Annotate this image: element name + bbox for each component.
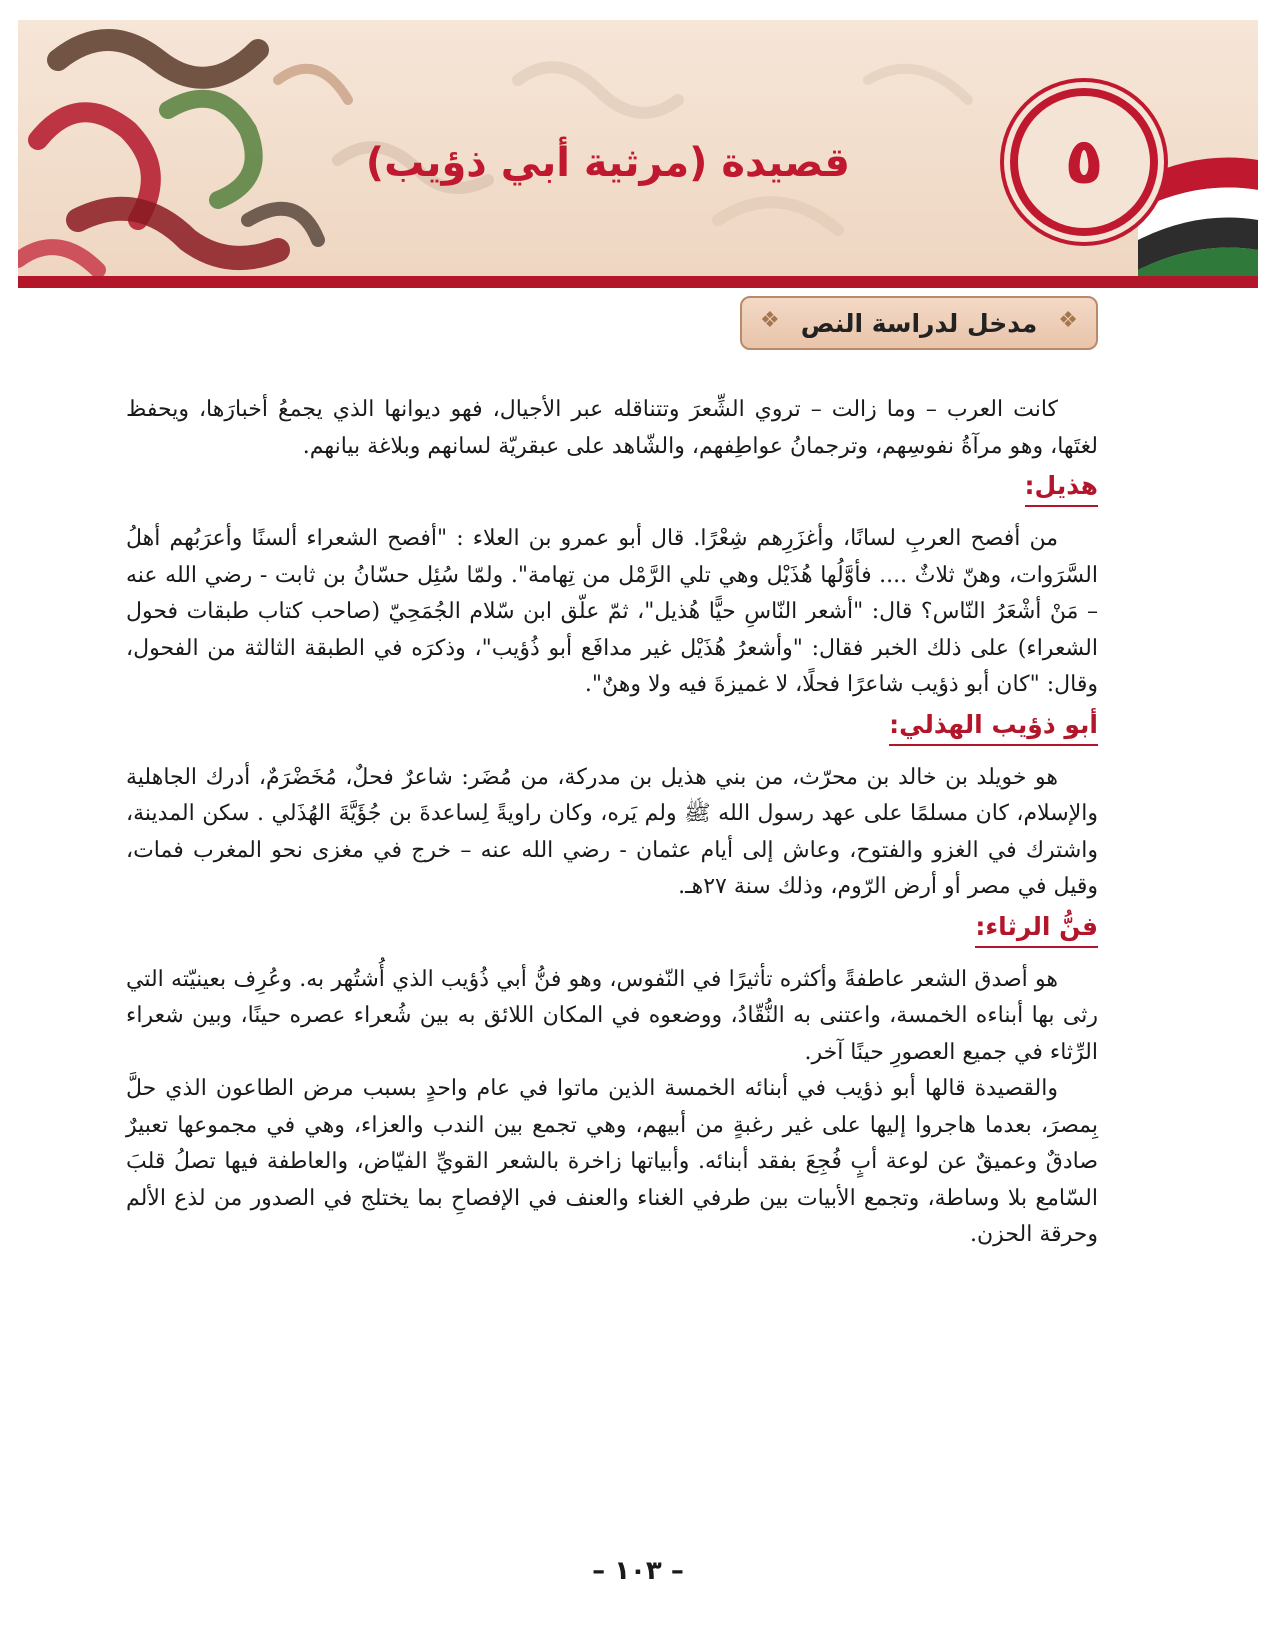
heading-abu-dhuayb: أبو ذؤيب الهذلي: [889, 708, 1098, 746]
heading-hudhayl: هذيل: [1025, 469, 1098, 507]
paragraph-elegy-2: والقصيدة قالها أبو ذؤيب في أبنائه الخمسة الذين ماتوا في عام واحدٍ بسبب مرض الطاعون الذي حلَّ بِمصرَ، بعدما هاجروا إليها على غير رغبةٍ من أبيهم، وهي تجمع بين الندب والعزاء، وهي في مجموعها تعبيرٌ صادقٌ وعميقٌ عن لوعة أبٍ فُجِعَ بفقد أبنائه. وأبياتها زاخرة بالشعر القويِّ الفيّاض، والعاطفة فيها تصلُ قلبَ السّامع بلا وساطة، وتجمع الأبيات بين طرفي الغناء والعنف في الإفصاحِ بما يختلج في الصدور من لذع الألم وحرقة الحزن. [126, 1076, 1098, 1247]
lesson-title: قصيدة (مرثية أبي ذؤيب) [365, 140, 850, 186]
section-label-box [740, 296, 1098, 350]
heading-hudhayl-wrap [126, 465, 1098, 521]
lesson-number: ٥ [1064, 125, 1104, 199]
banner-red-strip [18, 276, 1258, 288]
paragraph-hudhayl: من أفصح العربِ لسانًا، وأغزَرِهم شِعْرًا. قال أبو عمرو بن العلاء : "أفصح الشعراء ألسنًا وأعرَبُهم أهلُ السَّرَوات، وهنّ ثلاثٌ .... فأوَّلُها هُذَيْل وهي تلي الرَّمْل من تِهامة". ولمّا سُئِل حسّانُ بن ثابت - رضي الله عنه – مَنْ أشْعَرُ النّاس؟ قال: "أشعر النّاسِ حيًّا هُذيل"، ثمّ علّق ابن سّلام الجُمَحِيّ (صاحب كتاب طبقات فحول الشعراء) على ذلك الخبر فقال: "وأشعرُ هُذَيْل غير مدافَع أبو ذُؤيب"، وذكرَه في الطبقة الثالثة من الفحول، وقال: "كان أبو ذؤيب شاعرًا فحلًا، لا غميزةَ فيه ولا وهنٌ". [126, 526, 1098, 697]
heading-elegy: فنُّ الرثاء: [975, 910, 1098, 948]
paragraph-intro: كانت العرب – وما زالت – تروي الشِّعرَ وتتناقله عبر الأجيال، فهو ديوانها الذي يجمعُ أخبارَها، ويحفظ لغتَها، وهو مرآةُ نفوسِهم، وترجمانُ عواطِفهم، والشّاهد على عبقريّة لسانهم وبلاغة بيانهم. [126, 397, 1098, 459]
paragraph-elegy-1: هو أصدق الشعر عاطفةً وأكثره تأثيرًا في النّفوس، وهو فنُّ أبي ذُؤيب الذي أُشتُهر به. وعُرِف بعينيّته التي رثى بها أبناءه الخمسة، واعتنى به النُّقّادُ، ووضعوه في المكان اللائق به بين شُعراء عصره حينًا، وبين شعراء الرِّثاء في جميع العصورِ حينًا آخر. [126, 966, 1098, 1065]
heading-abu-dhuayb-wrap [126, 704, 1098, 760]
paragraph-abu-dhuayb: هو خويلد بن خالد بن محرّث، من بني هذيل بن مدركة، من مُضَر: شاعرٌ فحلٌ، مُخَضْرَمٌ، أدرك الجاهلية والإسلام، كان مسلمًا على عهد رسول الله ﷺ ولم يَره، وكان راويةً لِساعدةَ بن جُؤَيَّةَ الهُذَلي . سكن المدينة، واشترك في الغزو والفتوح، وعاش إلى أيام عثمان - رضي الله عنه – خرج في مغزى نحو المغرب فمات، وقيل في مصر أو أرض الرّوم، وذلك سنة ٢٧هـ. [126, 764, 1099, 899]
header-banner [18, 20, 1258, 288]
page-number: – ١٠٣ – [592, 1556, 684, 1586]
lesson-number-badge [1010, 88, 1158, 236]
main-text [126, 392, 1098, 1254]
intro-label: ❖ مدخل لدراسة النص [800, 308, 1038, 338]
heading-elegy-wrap [126, 906, 1098, 962]
